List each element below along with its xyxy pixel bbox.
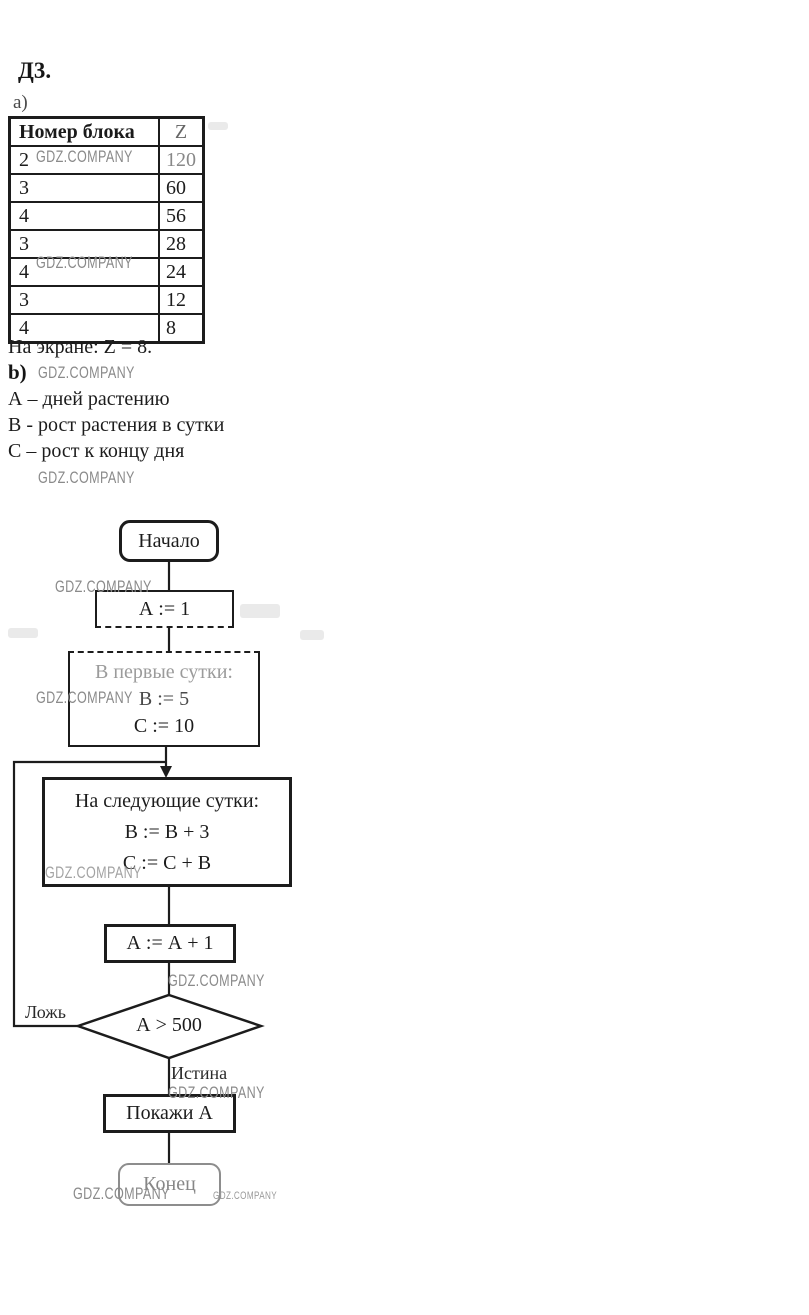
watermark: GDZ.COMPANY [45,863,142,882]
watermark: GDZ.COMPANY [73,1184,170,1203]
watermark: GDZ.COMPANY [36,147,133,166]
next-day-line2: С := С + В [122,852,212,874]
first-day-line2: С := 10 [133,715,195,737]
cell-z: 12 [159,286,204,314]
part-a-label: а) [13,92,28,113]
cell-block: 4 [10,202,160,230]
first-day-line1: В := 5 [138,688,190,710]
watermark: GDZ.COMPANY [168,971,265,990]
legend-line-c: С – рост к концу дня [8,440,185,462]
node-end-label: Конец [143,1173,196,1195]
watermark: GDZ.COMPANY [55,577,152,596]
branch-label-false: Ложь [25,1002,66,1022]
cell-z: 120 [159,146,204,174]
node-init-a-label: А := 1 [138,597,191,620]
node-start [119,520,219,562]
cell-block: 3 [10,174,160,202]
legend-line-b: В - рост растения в сутки [8,414,225,436]
cell-z: 24 [159,258,204,286]
cell-block: 2 [10,146,160,174]
cell-block: 3 [10,230,160,258]
cell-block: 4 [10,258,160,286]
next-day-title: На следующие сутки: [74,790,260,812]
watermark: GDZ.COMPANY [168,1083,265,1102]
legend-line-a: А – дней растению [8,388,170,410]
node-output-label: Покажи А [126,1102,213,1124]
cell-block: 4 [10,314,160,343]
task-label: Д3. [18,58,52,83]
branch-label-true: Истина [171,1063,228,1083]
result-line: На экране: Z = 8. [8,336,153,358]
next-day-line1: В := В + 3 [124,821,210,843]
cell-block: 3 [10,286,160,314]
col-header-z: Z [159,118,204,147]
node-condition-label: А > 500 [136,1014,202,1036]
watermark: GDZ.COMPANY [213,1190,278,1202]
node-start-label: Начало [138,529,200,552]
watermark: GDZ.COMPANY [36,253,133,272]
watermark: GDZ.COMPANY [38,468,135,487]
cell-z: 60 [159,174,204,202]
watermark: GDZ.COMPANY [38,363,135,382]
part-b-label: b) [8,360,27,384]
first-day-title: В первые сутки: [94,661,233,683]
col-header-block: Номер блока [10,118,160,147]
cell-z: 28 [159,230,204,258]
watermark: GDZ.COMPANY [36,688,133,707]
node-increment-label: А := А + 1 [126,932,214,954]
node-increment [104,924,236,963]
cell-z: 8 [159,314,204,343]
cell-z: 56 [159,202,204,230]
